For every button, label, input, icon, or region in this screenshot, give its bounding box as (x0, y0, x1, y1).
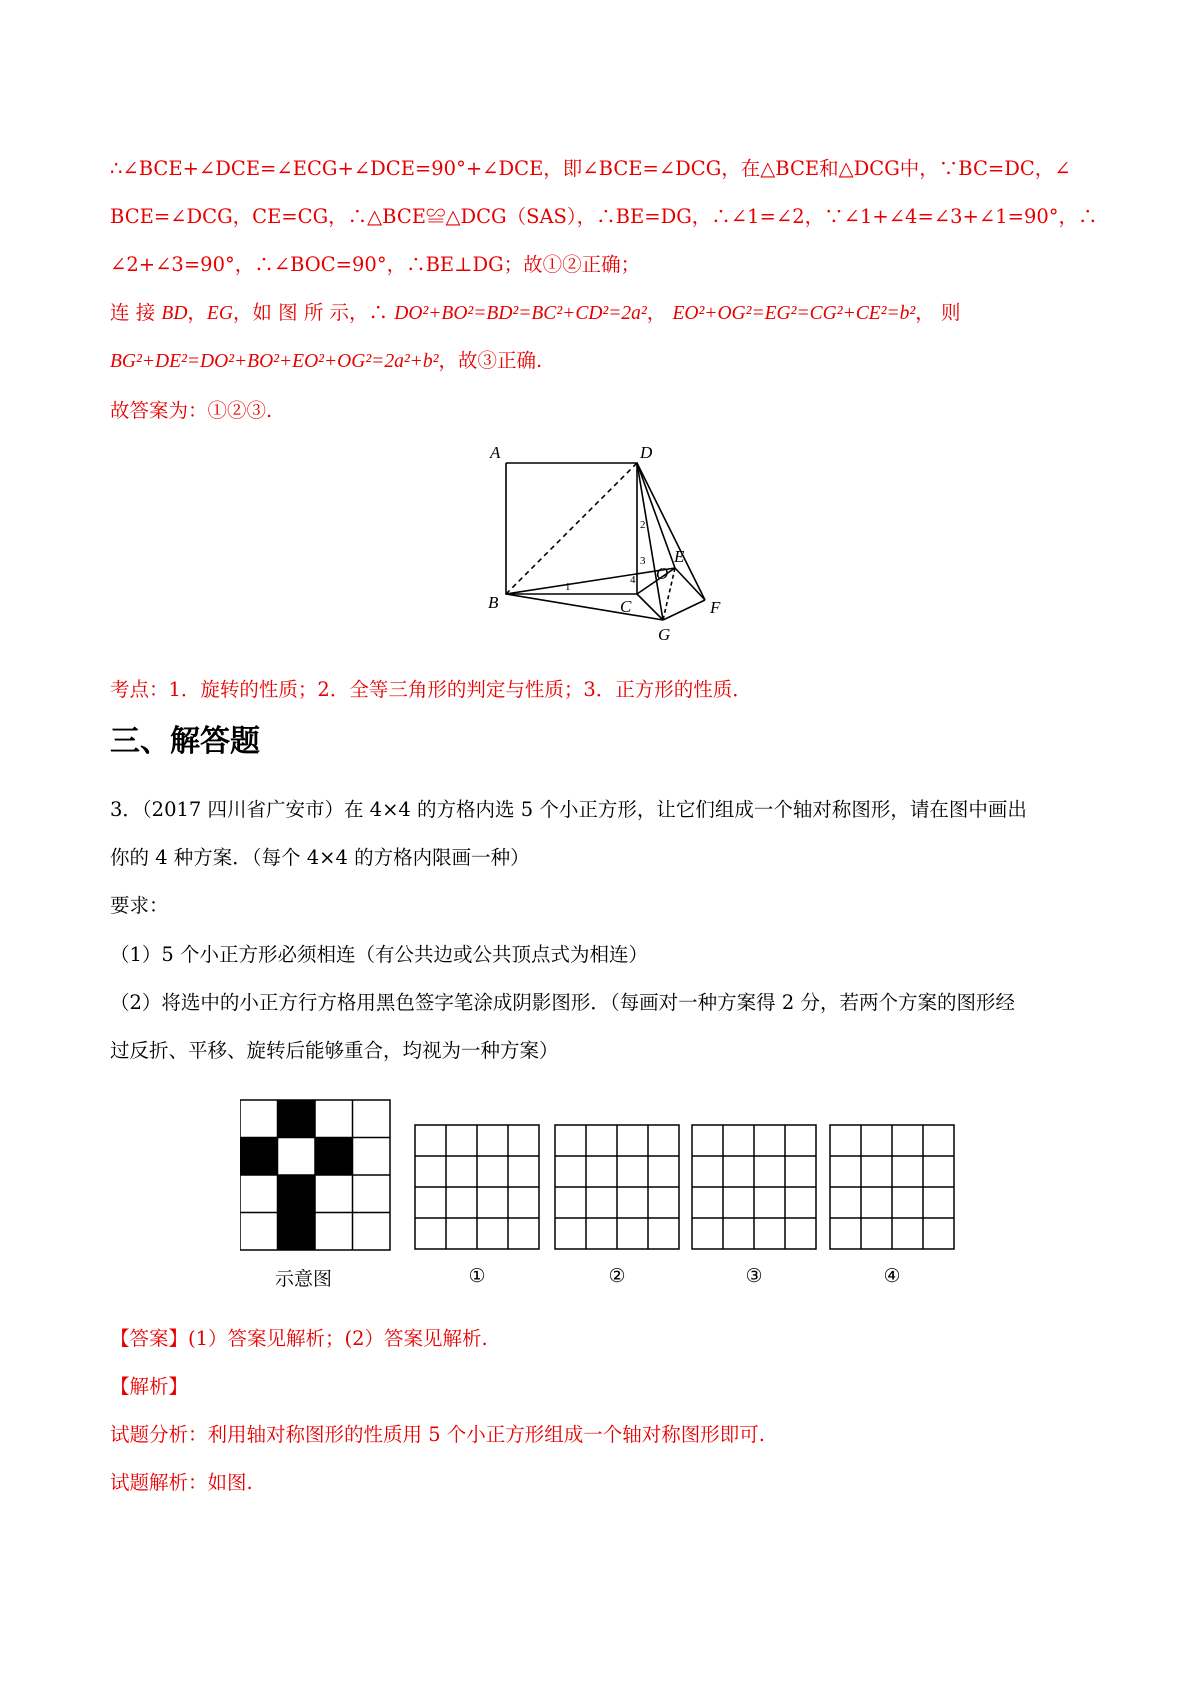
geometry-figure (480, 440, 740, 650)
label-g: G (658, 625, 671, 644)
grid-label-example: 示意图 (275, 1268, 333, 1290)
line4-bd: BD (161, 303, 188, 324)
problem-line-2: 你的 4 种方案．（每个 4×4 的方格内限画一种） (110, 846, 530, 869)
line4-mid: ，如 图 所 示，∴ (232, 301, 389, 324)
empty-grid-4 (830, 1125, 954, 1249)
line4-eq2: EO²+OG²=EG²=CG²+CE²=b² (672, 303, 916, 324)
solution-line-3: ∠2+∠3=90°，∴∠BOC=90°，∴BE⊥DG；故①②正确； (110, 253, 641, 276)
label-2: 2 (640, 519, 646, 531)
shaded-cell (278, 1175, 316, 1213)
requirement-2a: （2）将选中的小正方行方格用黑色签字笔涂成阴影图形．（每画对一种方案得 2 分，若两个方案的图形经 (110, 991, 1015, 1014)
solution-answer: 故答案为：①②③. (110, 399, 273, 422)
line4-end: 则 (940, 301, 961, 324)
line4-eg: EG (206, 303, 233, 324)
problem-line-1: 3．（2017 四川省广安市）在 4×4 的方格内选 5 个小正方形，让它们组成一个轴对称图形，请在图中画出 (110, 798, 1027, 821)
requirement-2b: 过反折、平移、旋转后能够重合，均视为一种方案） (110, 1039, 559, 1062)
label-b: B (488, 593, 499, 612)
empty-grid-1 (415, 1125, 539, 1249)
line-ef (675, 568, 705, 600)
kaodian-line: 考点：1．旋转的性质；2．全等三角形的判定与性质；3．正方形的性质． (110, 678, 752, 701)
label-4: 4 (630, 574, 636, 586)
line-df (637, 463, 705, 600)
grid-label-1: ① (468, 1266, 486, 1287)
solution-line-1: ∴∠BCE+∠DCE=∠ECG+∠DCE=90°+∠DCE，即∠BCE=∠DCG，在△BCE和△DCG中，∵BC=DC，∠ (110, 157, 1071, 180)
line-bd (506, 463, 637, 594)
label-c: C (620, 597, 632, 616)
label-d: D (640, 443, 653, 462)
shaded-cell (278, 1213, 316, 1251)
line4-sep: ， (187, 301, 207, 324)
line4-prefix: 连 接 (110, 301, 162, 324)
empty-grid-2 (555, 1125, 679, 1249)
grid-label-2: ② (608, 1266, 626, 1287)
label-o: O (656, 564, 669, 583)
line5-end: ，故③正确. (438, 349, 543, 372)
label-1: 1 (565, 581, 571, 593)
line5-eq: BG²+DE²=DO²+BO²+EO²+OG²=2a²+b² (110, 351, 439, 372)
grid-figures (240, 1095, 970, 1295)
solution-line-5 (110, 337, 1100, 386)
shaded-cell (278, 1100, 316, 1138)
grid-label-3: ③ (745, 1266, 763, 1287)
line-dg (637, 463, 663, 620)
line-be (506, 568, 675, 594)
line-bg (506, 594, 663, 620)
label-3: 3 (640, 555, 646, 567)
analysis-title: 【解析】 (110, 1375, 189, 1398)
label-f: F (710, 598, 721, 617)
requirement-title: 要求： (110, 894, 169, 917)
line4-eq1: DO²+BO²=BD²=BC²+CD²=2a² (394, 303, 647, 324)
label-a: A (490, 443, 501, 462)
line-fg (663, 600, 705, 620)
shaded-cell (315, 1138, 353, 1176)
example-grid (240, 1100, 390, 1250)
analysis-line-1: 试题分析：利用轴对称图形的性质用 5 个小正方形组成一个轴对称图形即可. (110, 1423, 766, 1446)
requirement-1: （1）5 个小正方形必须相连（有公共边或公共顶点式为相连） (110, 943, 649, 966)
empty-grid-3 (692, 1125, 816, 1249)
analysis-line-2: 试题解析：如图. (110, 1471, 253, 1494)
shaded-cell (240, 1138, 278, 1176)
section-heading: 三、解答题 (110, 724, 260, 759)
grid-label-4: ④ (883, 1266, 901, 1287)
answer-line: 【答案】(1）答案见解析；(2）答案见解析. (110, 1327, 488, 1350)
label-e: E (674, 547, 685, 566)
solution-line-2: BCE=∠DCG，CE=CG，∴△BCE≌△DCG（SAS），∴BE=DG，∴∠1=∠2，∵∠1+∠4=∠3+∠1=90°，∴ (110, 205, 1098, 228)
line-de (637, 463, 675, 568)
solution-line-4: 连 接 BD，EG，如 图 所 示，∴ DO²+BO²=BD²=BC²+CD²=2a²， EO²+OG²=EG²=CG²+CE²=b²， 则 (110, 301, 961, 324)
